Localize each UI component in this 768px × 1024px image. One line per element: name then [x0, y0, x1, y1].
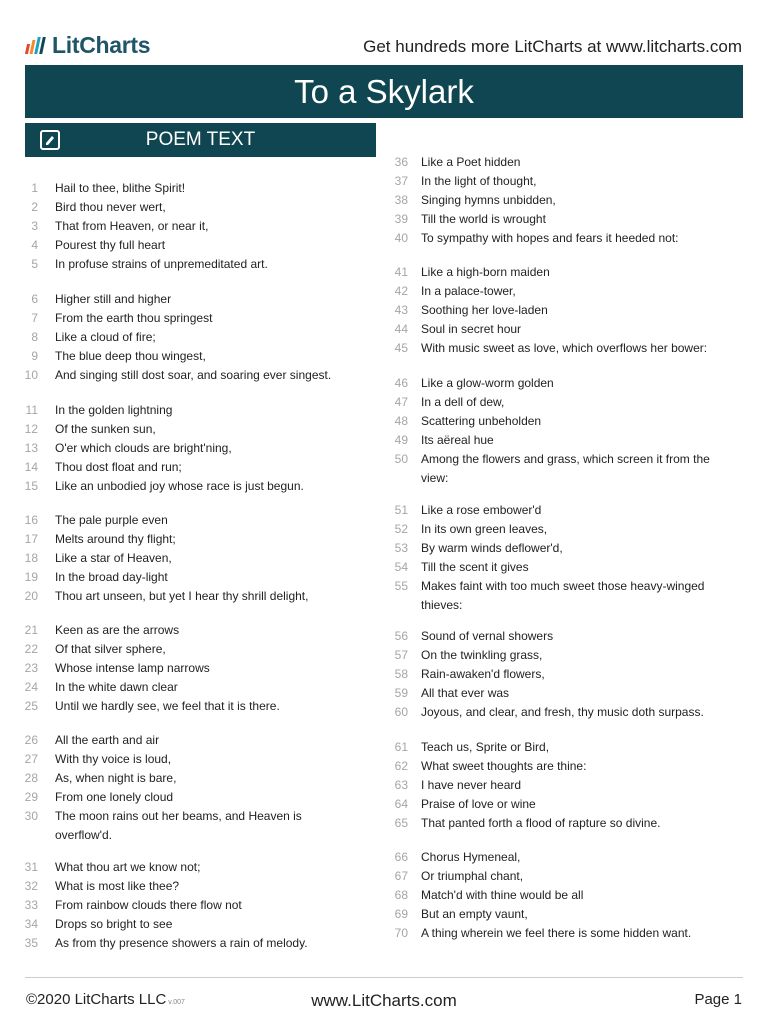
- line-number: 48: [394, 414, 408, 428]
- line-text: That panted forth a flood of rapture so divine.: [421, 816, 661, 830]
- copyright-text: ©2020 LitCharts LLC: [26, 991, 167, 1008]
- line-number: 29: [24, 790, 38, 804]
- line-number: 62: [394, 759, 408, 773]
- version-label: v.007: [168, 999, 185, 1006]
- line-text: Of that silver sphere,: [55, 642, 166, 656]
- line-number: 19: [24, 570, 38, 584]
- line-text: To sympathy with hopes and fears it heeded not:: [421, 231, 679, 245]
- logo-text: LitCharts: [52, 32, 151, 58]
- line-text: All the earth and air: [55, 733, 160, 747]
- line-text: The pale purple even: [55, 513, 168, 527]
- line-text: Like a cloud of fire;: [55, 330, 156, 344]
- line-text: In a dell of dew,: [421, 395, 505, 409]
- line-number: 59: [394, 686, 408, 700]
- line-number: 13: [24, 441, 38, 455]
- line-text: What sweet thoughts are thine:: [421, 759, 587, 773]
- line-text: Praise of love or wine: [421, 797, 536, 811]
- line-number: 1: [31, 181, 38, 195]
- page-number: Page 1: [694, 991, 742, 1008]
- line-text: As, when night is bare,: [55, 771, 177, 785]
- line-number: 18: [24, 551, 38, 565]
- line-number: 67: [394, 869, 408, 883]
- line-text: In its own green leaves,: [421, 522, 548, 536]
- line-number: 35: [24, 936, 38, 950]
- line-text: From rainbow clouds there flow not: [55, 898, 242, 912]
- line-text: Keen as are the arrows: [55, 623, 180, 637]
- line-number: 28: [24, 771, 38, 785]
- line-number: 26: [24, 733, 38, 747]
- line-text: Thou dost float and run;: [55, 460, 182, 474]
- line-number: 43: [394, 303, 408, 317]
- line-text: In the broad day-light: [55, 570, 168, 584]
- line-text: Till the scent it gives: [421, 560, 529, 574]
- section-header: [25, 123, 376, 157]
- line-text: From one lonely cloud: [55, 790, 174, 804]
- line-text: In a palace-tower,: [421, 284, 516, 298]
- line-number: 4: [31, 238, 38, 252]
- line-number: 30: [24, 809, 38, 823]
- line-number: 22: [24, 642, 38, 656]
- line-number: 70: [394, 926, 408, 940]
- line-number: 55: [394, 579, 408, 593]
- line-text: Melts around thy flight;: [55, 532, 176, 546]
- line-number: 14: [24, 460, 38, 474]
- line-text: Among the flowers and grass, which screen it from the: [421, 452, 710, 466]
- line-number: 24: [24, 680, 38, 694]
- line-number: 51: [394, 503, 408, 517]
- line-text: Soothing her love-laden: [421, 303, 548, 317]
- line-number: 6: [31, 292, 38, 306]
- line-text: Hail to thee, blithe Spirit!: [55, 181, 186, 195]
- line-number: 68: [394, 888, 408, 902]
- line-text: As from thy presence showers a rain of melody.: [55, 936, 308, 950]
- line-text: I have never heard: [421, 778, 522, 792]
- poem-title: To a Skylark: [25, 65, 743, 118]
- line-number: 12: [24, 422, 38, 436]
- line-number: 31: [24, 860, 38, 874]
- line-text: view:: [421, 471, 449, 485]
- line-text: Like a Poet hidden: [421, 155, 521, 169]
- line-text: Till the world is wrought: [421, 212, 546, 226]
- line-text: Bird thou never wert,: [55, 200, 166, 214]
- line-text: Sound of vernal showers: [421, 629, 554, 643]
- line-number: 2: [31, 200, 38, 214]
- line-number: 44: [394, 322, 408, 336]
- line-number: 8: [31, 330, 38, 344]
- line-number: 57: [394, 648, 408, 662]
- litcharts-logo[interactable]: [26, 32, 150, 59]
- line-text: Its aëreal hue: [421, 433, 494, 447]
- line-number: 46: [394, 376, 408, 390]
- line-number: 41: [394, 265, 408, 279]
- line-text: Rain-awaken'd flowers,: [421, 667, 545, 681]
- line-text: Chorus Hymeneal,: [421, 850, 521, 864]
- line-text: With thy voice is loud,: [55, 752, 172, 766]
- line-number: 64: [394, 797, 408, 811]
- line-number: 10: [24, 368, 38, 382]
- line-number: 50: [394, 452, 408, 466]
- line-text: thieves:: [421, 598, 463, 612]
- line-number: 47: [394, 395, 408, 409]
- line-number: 5: [31, 257, 38, 271]
- line-number: 42: [394, 284, 408, 298]
- line-number: 49: [394, 433, 408, 447]
- line-number: 25: [24, 699, 38, 713]
- line-text: And singing still dost soar, and soaring ever singest.: [55, 368, 332, 382]
- footer-divider: [25, 977, 743, 978]
- line-text: Drops so bright to see: [55, 917, 173, 931]
- line-text: The blue deep thou wingest,: [55, 349, 206, 363]
- line-text: Soul in secret hour: [421, 322, 522, 336]
- line-text: That from Heaven, or near it,: [55, 219, 209, 233]
- line-number: 11: [25, 403, 38, 417]
- line-text: Singing hymns unbidden,: [421, 193, 556, 207]
- line-text: Match'd with thine would be all: [421, 888, 584, 902]
- line-text: What thou art we know not;: [55, 860, 201, 874]
- line-number: 37: [394, 174, 408, 188]
- line-text: On the twinkling grass,: [421, 648, 543, 662]
- line-number: 3: [31, 219, 38, 233]
- line-text: Like a star of Heaven,: [55, 551, 172, 565]
- header-tagline: Get hundreds more LitCharts at www.litcharts.com: [363, 37, 742, 56]
- line-text: Teach us, Sprite or Bird,: [421, 740, 550, 754]
- line-number: 23: [24, 661, 38, 675]
- line-number: 56: [394, 629, 408, 643]
- line-number: 58: [394, 667, 408, 681]
- line-text: Like an unbodied joy whose race is just begun.: [55, 479, 304, 493]
- line-number: 20: [24, 589, 38, 603]
- section-label: POEM TEXT: [145, 129, 256, 150]
- page-header: [0, 0, 768, 64]
- line-text: From the earth thou springest: [55, 311, 213, 325]
- line-text: Or triumphal chant,: [421, 869, 524, 883]
- line-text: In profuse strains of unpremeditated art.: [55, 257, 268, 271]
- line-text: Thou art unseen, but yet I hear thy shrill delight,: [55, 589, 309, 603]
- line-number: 7: [31, 311, 38, 325]
- line-number: 52: [394, 522, 408, 536]
- line-number: 16: [24, 513, 38, 527]
- line-text: Scattering unbeholden: [421, 414, 542, 428]
- line-number: 17: [24, 532, 38, 546]
- line-text: overflow'd.: [55, 828, 112, 842]
- line-number: 66: [394, 850, 408, 864]
- line-text: A thing wherein we feel there is some hidden want.: [421, 926, 692, 940]
- line-text: Like a high-born maiden: [421, 265, 550, 279]
- line-text: O'er which clouds are bright'ning,: [55, 441, 232, 455]
- line-number: 15: [24, 479, 38, 493]
- line-number: 60: [394, 705, 408, 719]
- line-number: 61: [394, 740, 408, 754]
- line-number: 33: [24, 898, 38, 912]
- line-number: 63: [394, 778, 408, 792]
- line-text: By warm winds deflower'd,: [421, 541, 563, 555]
- line-text: Like a glow-worm golden: [421, 376, 554, 390]
- line-number: 39: [394, 212, 408, 226]
- line-number: 21: [24, 623, 38, 637]
- line-number: 54: [394, 560, 408, 574]
- line-text: With music sweet as love, which overflows her bower:: [421, 341, 708, 355]
- line-number: 27: [24, 752, 38, 766]
- line-number: 65: [394, 816, 408, 830]
- line-text: In the white dawn clear: [55, 680, 178, 694]
- line-number: 32: [24, 879, 38, 893]
- line-text: Makes faint with too much sweet those heavy-winged: [421, 579, 705, 593]
- line-text: What is most like thee?: [55, 879, 180, 893]
- footer-site-link[interactable]: www.LitCharts.com: [311, 991, 457, 1010]
- logo-bars-icon: [26, 37, 46, 54]
- line-number: 36: [394, 155, 408, 169]
- line-text: Whose intense lamp narrows: [55, 661, 210, 675]
- line-text: All that ever was: [421, 686, 510, 700]
- line-number: 38: [394, 193, 408, 207]
- line-number: 40: [394, 231, 408, 245]
- line-text: The moon rains out her beams, and Heaven is: [55, 809, 302, 823]
- line-text: Pourest thy full heart: [55, 238, 166, 252]
- line-text: In the golden lightning: [55, 403, 173, 417]
- line-number: 34: [24, 917, 38, 931]
- line-text: Joyous, and clear, and fresh, thy music doth surpass.: [421, 705, 704, 719]
- line-number: 9: [31, 349, 38, 363]
- line-text: Higher still and higher: [55, 292, 172, 306]
- line-text: But an empty vaunt,: [421, 907, 528, 921]
- line-text: Until we hardly see, we feel that it is there.: [55, 699, 280, 713]
- line-number: 53: [394, 541, 408, 555]
- line-text: Like a rose embower'd: [421, 503, 542, 517]
- line-text: Of the sunken sun,: [55, 422, 156, 436]
- line-number: 45: [394, 341, 408, 355]
- line-number: 69: [394, 907, 408, 921]
- line-text: In the light of thought,: [421, 174, 537, 188]
